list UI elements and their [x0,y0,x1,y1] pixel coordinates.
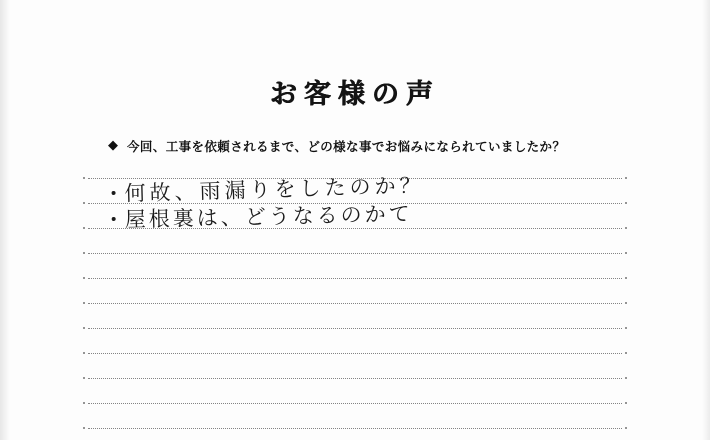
rule-line [88,403,622,404]
handwriting-bullet-icon [112,216,116,220]
rule-line-right-dot [625,402,627,404]
rule-line-right-dot [625,202,627,204]
rule-line [88,328,622,329]
rule-line-right-dot [625,352,627,354]
rule-line-right-dot [625,427,627,429]
rule-line-right-dot [625,177,627,179]
rule-line-left-dot [83,427,85,429]
rule-line [88,428,622,429]
rule-line-left-dot [83,352,85,354]
page-title: お客様の声 [270,79,440,110]
rule-line [88,378,622,379]
diamond-icon: ◆ [108,137,118,153]
rule-line-left-dot [83,252,85,254]
question-row [108,137,628,155]
rule-line-right-dot [625,227,627,229]
rule-line-left-dot [83,302,85,304]
rule-line [88,303,622,304]
rule-line [88,278,622,279]
rule-line-left-dot [83,402,85,404]
rule-line-right-dot [625,302,627,304]
rule-line-left-dot [83,327,85,329]
handwritten-answer-1-text: 何故、雨漏りをしたのか？ [124,173,425,206]
question-text: 今回、工事を依頼されるまで、どの様な事でお悩みになられていましたか？ [127,139,566,154]
handwritten-answer-2-text: 屋根裏は、どうなるのかて [124,201,413,232]
rule-line-left-dot [83,177,85,179]
rule-line-right-dot [625,252,627,254]
rule-line-left-dot [83,277,85,279]
rule-line-right-dot [625,327,627,329]
rule-line [88,253,622,254]
rule-line-left-dot [83,202,85,204]
rule-line-right-dot [625,277,627,279]
handwriting-bullet-icon [112,190,116,194]
rule-line-right-dot [625,377,627,379]
rule-line-left-dot [83,227,85,229]
rule-line-left-dot [83,377,85,379]
rule-line [88,353,622,354]
handwritten-answer-2 [111,198,413,234]
